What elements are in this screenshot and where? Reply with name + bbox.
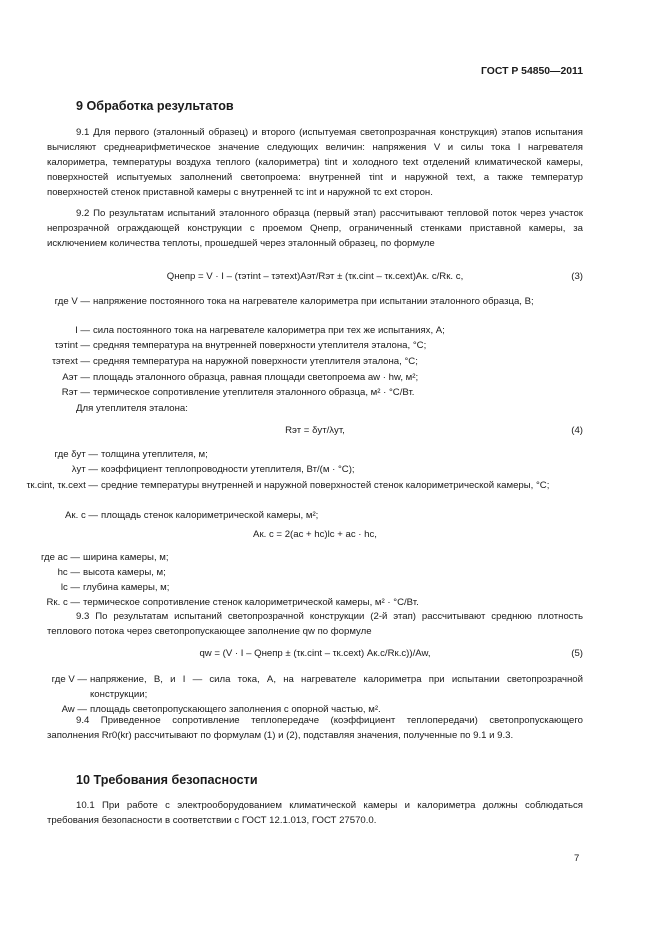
- equation-4-formula: Rэт = δут/λут,: [285, 425, 345, 436]
- where-description: высота камеры, м;: [83, 567, 166, 578]
- paragraph-9-4: 9.4 Приведенное сопротивление теплопередаче (коэффициент теплопередачи) светопропускающего заполнения Rr0(kr) рассчитывают по формулам (1) и (2), подставляя значения, полученные по 9.1 и 9.3.: [47, 715, 583, 741]
- where-symbol: Aк. с —: [65, 510, 98, 521]
- equation-4: [47, 425, 583, 440]
- equation-4-number: (4): [571, 425, 583, 436]
- where-symbol: τэтint —: [54, 340, 90, 351]
- where-description: ширина камеры, м;: [83, 552, 169, 563]
- where-description: термическое сопротивление утеплителя эталонного образца, м² · °С/Вт.: [93, 387, 415, 398]
- equation-3-number: (3): [571, 271, 583, 282]
- equation-3-formula: Qнепр = V · I – (τэтint – τэтext)Aэт/Rэт ± (τк.сint – τк.сext)Aк. с/Rк. с,: [166, 271, 464, 282]
- where-description: средняя температура на внутренней поверхности утеплителя эталона, °С;: [93, 340, 427, 351]
- equation-3: [47, 271, 583, 286]
- where-description: термическое сопротивление стенок калориметрической камеры, м² · °С/Вт.: [83, 597, 419, 608]
- where-symbol: Rэт —: [61, 387, 90, 398]
- where-description: коэффициент теплопроводности утеплителя, Вт/(м · °С);: [101, 464, 355, 475]
- equation-5-formula: qw = (V · I – Qнепр ± (τк.сint – τк.сext) Aк.с/Rк.с))/Aw,: [199, 648, 431, 659]
- where-symbol: где V —: [51, 674, 87, 685]
- where-symbol: τк.сint, τк.сext —: [26, 480, 98, 491]
- section-9-title: 9 Обработка результатов: [76, 99, 234, 113]
- where-description: площадь стенок калориметрической камеры, м²;: [101, 510, 319, 521]
- where-description: средние температуры внутренней и наружной поверхностей стенок калориметрической камеры, °С;: [101, 480, 550, 491]
- where-symbol: где ac —: [40, 552, 80, 563]
- equation-ak-formula: Aк. с = 2(ac + hc)lc + ac · hc,: [253, 529, 377, 540]
- where-description: глубина камеры, м;: [83, 582, 170, 593]
- where-symbol: lc —: [60, 582, 80, 593]
- where-description: площадь эталонного образца, равная площади светопроема aw · hw, м²;: [93, 372, 419, 383]
- where-description: сила постоянного тока на нагревателе калориметра при тех же испытаниях, А;: [93, 325, 445, 336]
- where-description: средняя температура на наружной поверхности утеплителя эталона, °С;: [93, 356, 418, 367]
- where-symbol: τэтext —: [52, 356, 90, 367]
- section-10-title: 10 Требования безопасности: [76, 773, 258, 787]
- paragraph-9-1: 9.1 Для первого (эталонный образец) и второго (испытуемая светопрозрачная конструкция) этапов испытания вычисляют среднеарифметическое значение следующих величин: напряжения V и силы тока I нагревателя калориметра, температуры воздуха теплого (калориметра) tint и холодного text отделений климатической камеры, поверхностей испытуемых заполнений светопроема: внутренней τint и наружной τext, а также температур поверхностей стенок приставной камеры с внутренней τc int и наружной τc ext сторон.: [47, 127, 583, 198]
- page-number: 7: [574, 853, 580, 864]
- equation-5-number: (5): [571, 648, 583, 659]
- where-symbol: I —: [75, 325, 90, 336]
- standard-designation: ГОСТ Р 54850—2011: [481, 66, 583, 77]
- where-symbol: Aэт —: [62, 372, 90, 383]
- paragraph-9-2: 9.2 По результатам испытаний эталонного образца (первый этап) рассчитывают тепловой поток через участок непрозрачной ограждающей конструкции с проемом Qнепр, ограниченный стенками приставной камеры, за исключением количества теплоты, прошедшей через эталонный образец, по формуле: [47, 208, 583, 249]
- where-symbol: λут —: [71, 464, 98, 475]
- where-list-eq3: [0, 295, 583, 398]
- where-list-ak: [0, 551, 583, 611]
- where-description: напряжение, В, и I — сила тока, А, на нагревателе калориметра при испытании светопрозрачной конструкции;: [90, 674, 583, 700]
- paragraph-9-3: 9.3 По результатам испытаний светопрозрачной конструкции (2-й этап) рассчитывают среднюю плотность теплового потока через светопропускающее заполнение qw по формуле: [47, 611, 583, 637]
- where-description: напряжение постоянного тока на нагревателе калориметра при испытании эталонного образца, В;: [93, 296, 534, 307]
- equation-ak: [47, 529, 583, 544]
- where-description: площадь светопропускающего заполнения с опорной частью, м².: [90, 704, 381, 715]
- where-symbol: Rк. с —: [46, 597, 80, 608]
- where-list-eq4: [0, 448, 583, 521]
- where-symbol: где V —: [54, 296, 90, 307]
- where-symbol: где δут —: [54, 449, 98, 460]
- where-list-eq5: [0, 673, 583, 718]
- where-description: толщина утеплителя, м;: [101, 449, 208, 460]
- paragraph-10-1: 10.1 При работе с электрооборудованием климатической камеры и калориметра должны соблюдаться требования безопасности в соответствии с ГОСТ 12.1.013, ГОСТ 27570.0.: [47, 800, 583, 826]
- paragraph-insulation: Для утеплителя эталона:: [76, 403, 188, 414]
- where-symbol: hc —: [57, 567, 80, 578]
- equation-5: [47, 648, 583, 663]
- where-symbol: Aw —: [61, 704, 87, 715]
